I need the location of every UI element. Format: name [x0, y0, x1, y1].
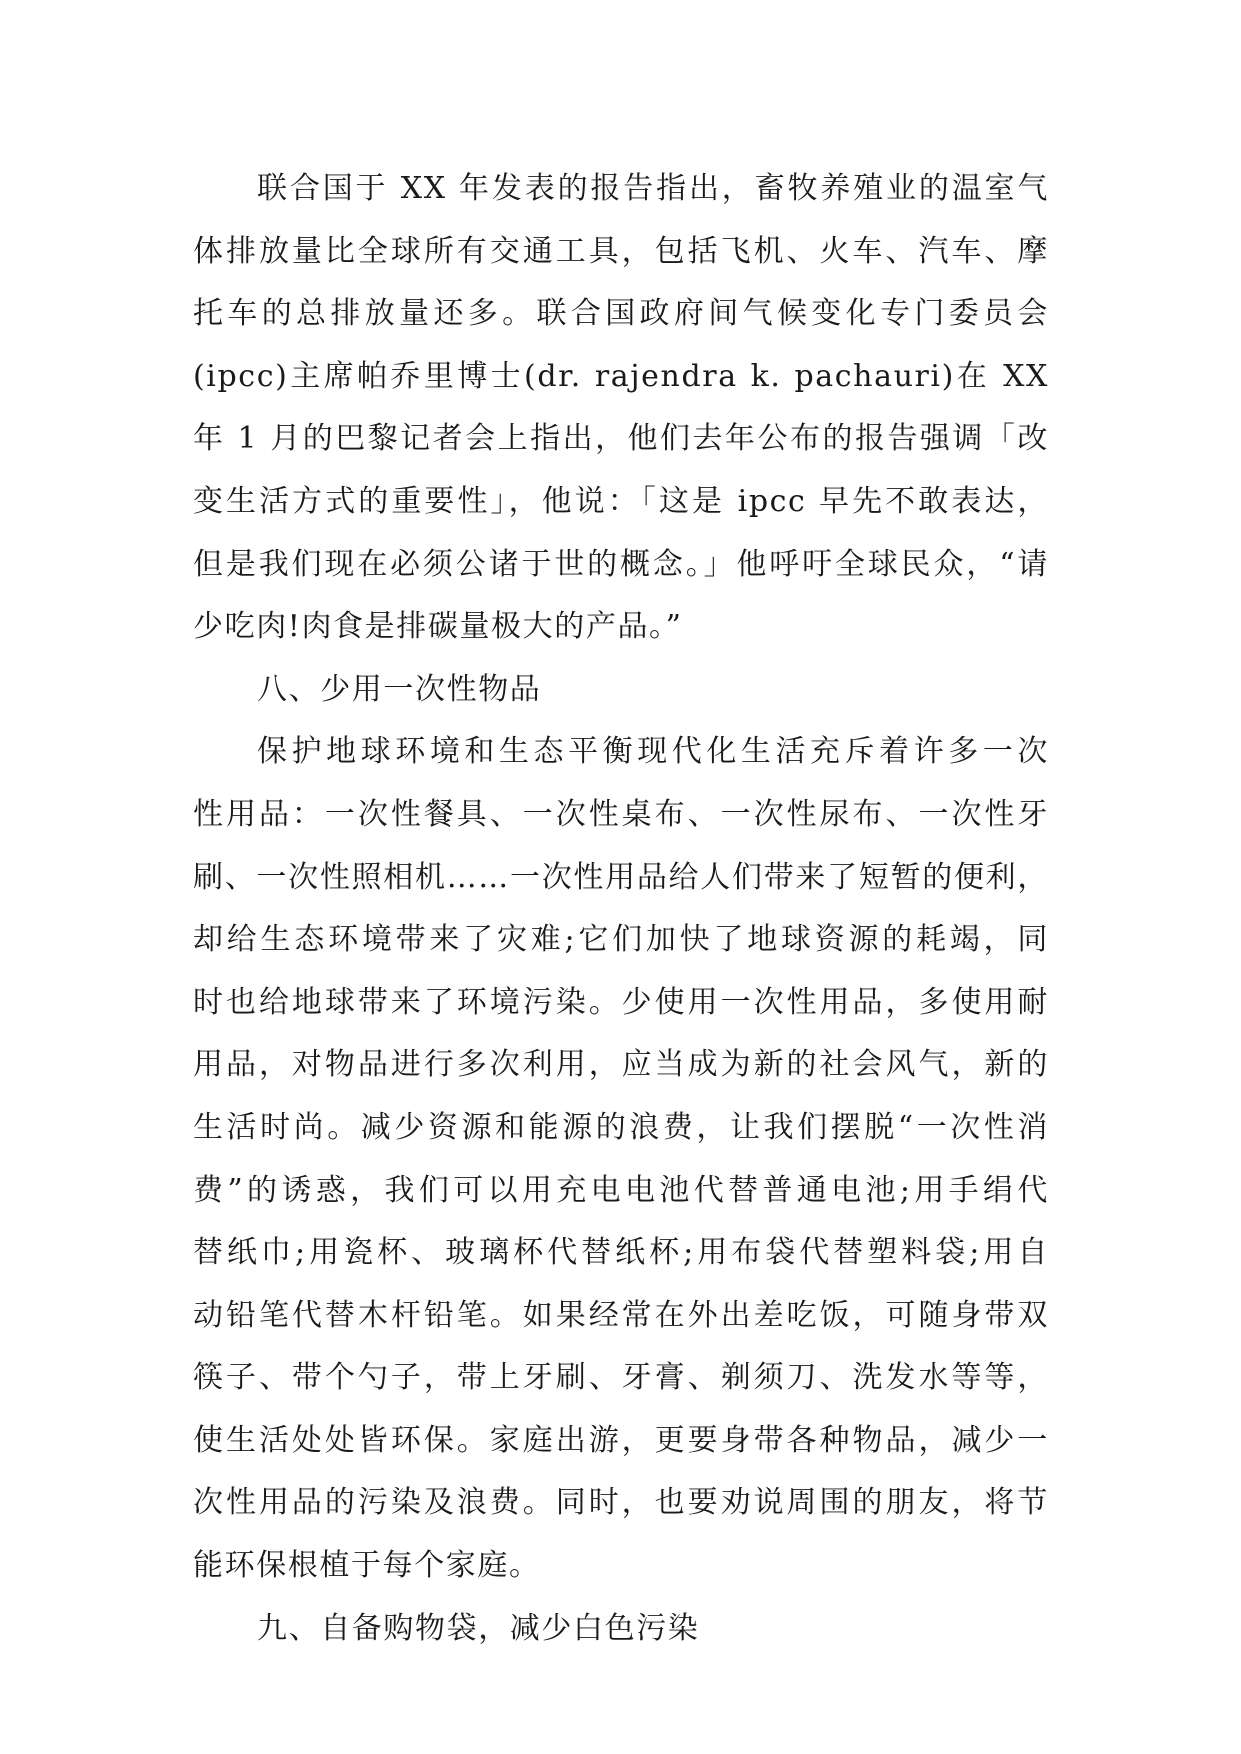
- paragraph-line: 筷子、带个勺子，带上牙刷、牙膏、剃须刀、洗发水等等，: [193, 1360, 1049, 1396]
- paragraph-line: 但是我们现在必须公诸于世的概念。」他呼吁全球民众，“请: [193, 546, 1049, 582]
- paragraph-line: 时也给地球带来了环境污染。少使用一次性用品，多使用耐: [193, 984, 1049, 1020]
- paragraph-line: 少吃肉!肉食是排碳量极大的产品。”: [193, 609, 683, 645]
- paragraph-un-report: [193, 158, 1049, 659]
- paragraph-line: 能环保根植于每个家庭。: [193, 1548, 541, 1584]
- paragraph-line: 替纸巾;用瓷杯、玻璃杯代替纸杯;用布袋代替塑料袋;用自: [193, 1235, 1049, 1271]
- document-body: [193, 158, 1049, 1660]
- paragraph-line: 次性用品的污染及浪费。同时，也要劝说周围的朋友，将节: [193, 1485, 1049, 1521]
- paragraph-line: 费”的诱惑，我们可以用充电电池代替普通电池;用手绢代: [193, 1172, 1049, 1208]
- paragraph-line: 刷、一次性照相机……一次性用品给人们带来了短暂的便利，: [193, 859, 1049, 895]
- paragraph-line: (ipcc)主席帕乔里博士(dr. rajendra k. pachauri)在 XX: [193, 358, 1049, 394]
- paragraph-line: 使生活处处皆环保。家庭出游，更要身带各种物品，减少一: [193, 1422, 1049, 1458]
- section-heading-9: 九、自备购物袋，减少白色污染: [257, 1610, 700, 1646]
- paragraph-line: 却给生态环境带来了灾难;它们加快了地球资源的耗竭，同: [193, 922, 1049, 958]
- section-heading-8: 八、少用一次性物品: [257, 671, 542, 707]
- paragraph-line: 联合国于 XX 年发表的报告指出，畜牧养殖业的温室气: [257, 171, 1049, 206]
- paragraph-line: 动铅笔代替木杆铅笔。如果经常在外出差吃饭，可随身带双: [193, 1297, 1049, 1333]
- paragraph-line: 生活时尚。减少资源和能源的浪费，让我们摆脱“一次性消: [193, 1109, 1049, 1145]
- paragraph-line: 变生活方式的重要性」，他说：「这是 ipcc 早先不敢表达，: [193, 483, 1049, 519]
- paragraph-line: 性用品：一次性餐具、一次性桌布、一次性尿布、一次性牙: [193, 796, 1049, 832]
- paragraph-line: 年 1 月的巴黎记者会上指出，他们去年公布的报告强调「改: [193, 421, 1049, 457]
- paragraph-line: 体排放量比全球所有交通工具，包括飞机、火车、汽车、摩: [193, 233, 1049, 269]
- paragraph-line: 托车的总排放量还多。联合国政府间气候变化专门委员会: [193, 296, 1049, 332]
- paragraph-line: 用品，对物品进行多次利用，应当成为新的社会风气，新的: [193, 1047, 1049, 1083]
- paragraph-line: 保护地球环境和生态平衡现代化生活充斥着许多一次: [257, 734, 1049, 770]
- paragraph-disposable-items: [193, 721, 1049, 1597]
